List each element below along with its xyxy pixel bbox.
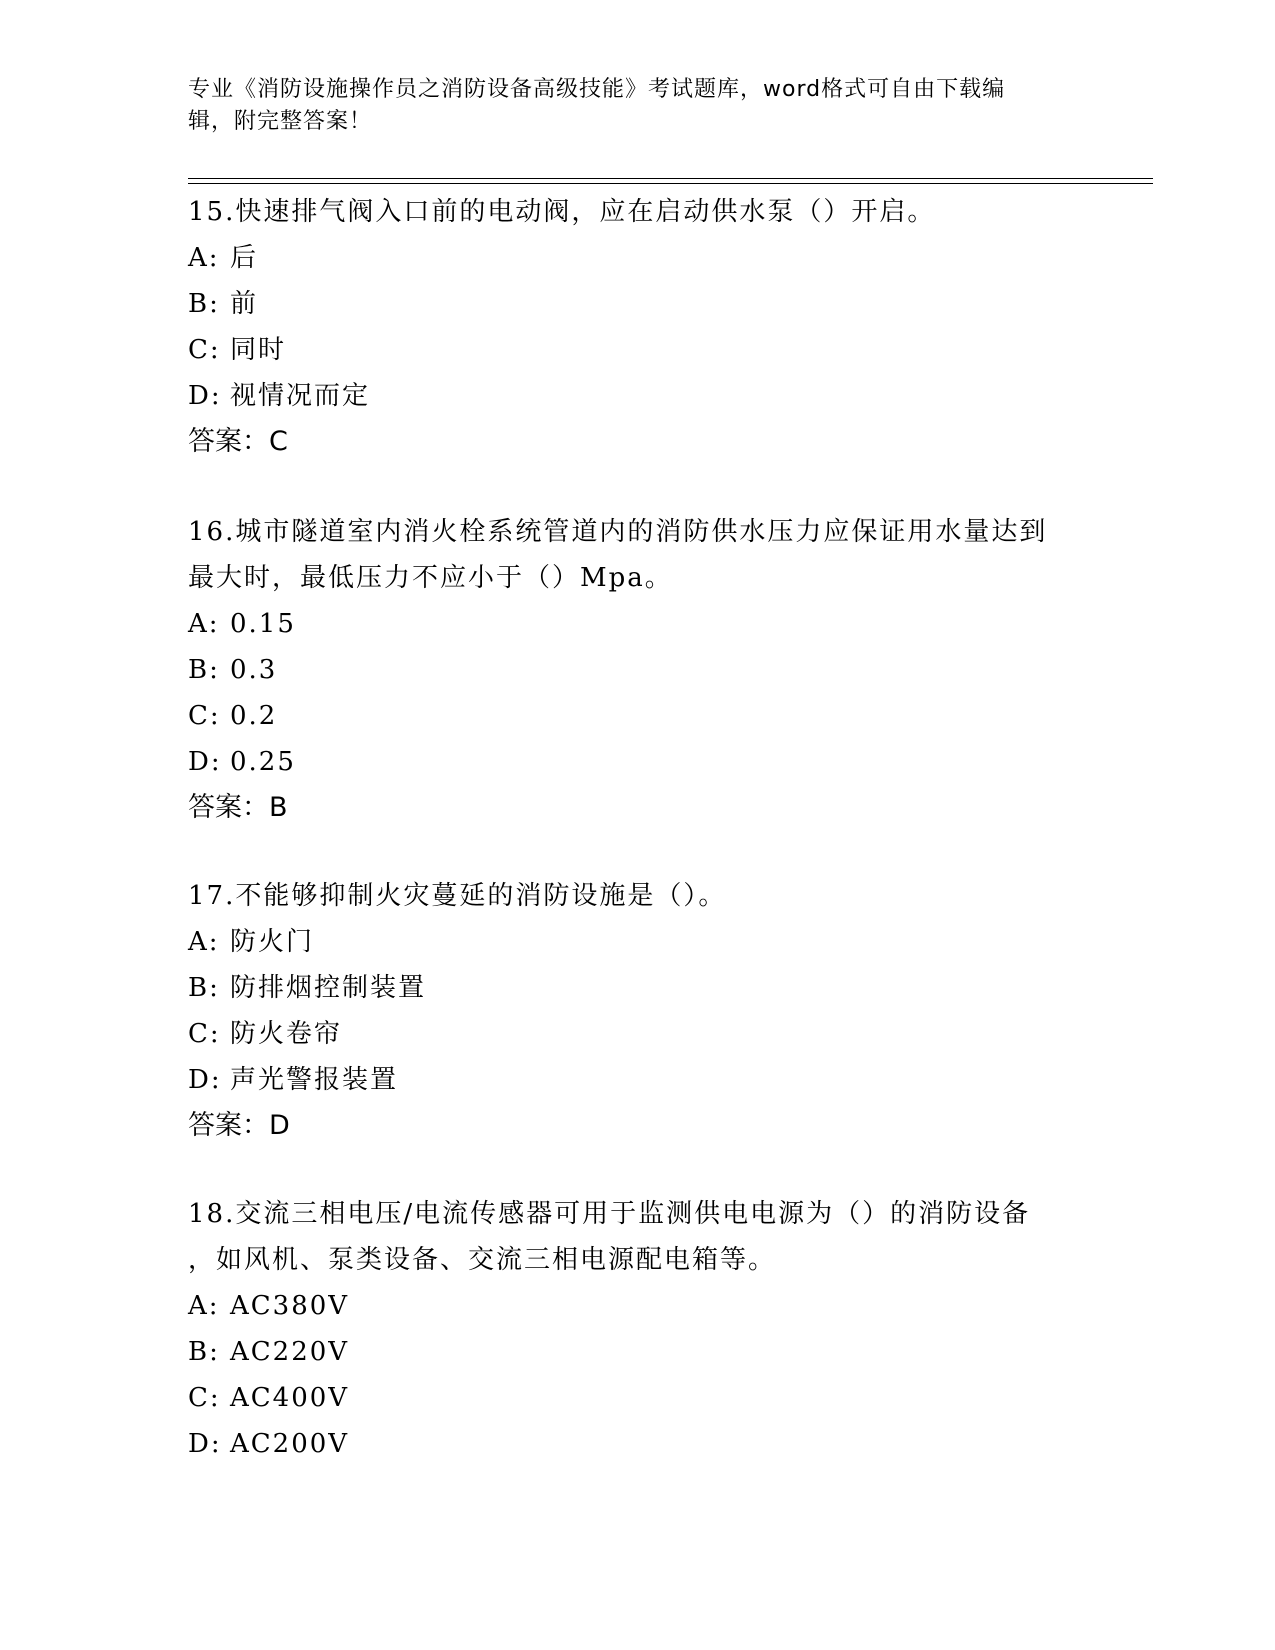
option-a [188,1283,1088,1329]
option-text: 同时 [230,335,287,365]
question-stem: 16.城市隧道室内消火栓系统管道内的消防供水压力应保证用水量达到 [188,517,1048,547]
option-letter: D: [188,1429,222,1459]
header-line-2: 辑，附完整答案！ [188,109,373,134]
option-letter: A: [188,1291,220,1321]
option-letter: B: [188,289,220,319]
option-c [188,693,1088,739]
option-letter: A: [188,927,220,957]
option-text: 0.3 [230,655,278,685]
option-d [188,1421,1088,1467]
question-stem: 15.快速排气阀入口前的电动阀，应在启动供水泵（）开启。 [188,197,936,227]
option-letter: B: [188,1337,220,1367]
option-c [188,327,1088,373]
answer-line: 答案：C [188,426,288,457]
option-letter: B: [188,973,220,1003]
option-text: 防排烟控制装置 [230,973,427,1003]
option-text: 防火卷帘 [230,1019,343,1049]
question-stem: 18.交流三相电压/电流传感器可用于监测供电电源为（）的消防设备 [188,1199,1031,1229]
option-d [188,1057,1088,1103]
option-b [188,965,1088,1011]
option-letter: B: [188,655,220,685]
question-16 [188,509,1088,831]
option-text: 防火门 [230,927,315,957]
question-stem-continued: 最大时，最低压力不应小于（）Mpa。 [188,563,673,593]
option-text: 0.15 [230,609,296,639]
option-letter: D: [188,381,222,411]
question-15 [188,189,1088,465]
option-b [188,647,1088,693]
option-d [188,739,1088,785]
option-text: 后 [230,243,259,273]
option-b [188,1329,1088,1375]
option-text: AC220V [230,1337,350,1367]
option-letter: A: [188,243,220,273]
answer-line: 答案：B [188,792,288,823]
option-letter: C: [188,701,221,731]
option-letter: C: [188,335,221,365]
option-a [188,601,1088,647]
option-a [188,235,1088,281]
header-line-1: 专业《消防设施操作员之消防设备高级技能》考试题库，word格式可自由下载编 [188,77,1006,102]
option-letter: C: [188,1383,221,1413]
option-c [188,1375,1088,1421]
document-header [188,74,1078,138]
option-text: 视情况而定 [230,381,371,411]
question-stem: 17.不能够抑制火灾蔓延的消防设施是（）。 [188,881,727,911]
option-letter: A: [188,609,220,639]
option-text: 声光警报装置 [230,1065,399,1095]
option-text: 0.2 [230,701,278,731]
header-divider-bottom [188,183,1153,184]
option-a [188,919,1088,965]
option-text: AC400V [230,1383,350,1413]
option-text: AC380V [230,1291,350,1321]
option-b [188,281,1088,327]
option-letter: C: [188,1019,221,1049]
option-text: 前 [230,289,259,319]
question-17 [188,873,1088,1149]
option-d [188,373,1088,419]
header-divider-top [188,178,1153,179]
option-letter: D: [188,747,222,777]
option-text: 0.25 [230,747,296,777]
answer-line: 答案：D [188,1110,290,1141]
question-stem-continued: ，如风机、泵类设备、交流三相电源配电箱等。 [188,1245,777,1275]
question-18 [188,1191,1088,1467]
option-c [188,1011,1088,1057]
option-text: AC200V [230,1429,350,1459]
option-letter: D: [188,1065,222,1095]
